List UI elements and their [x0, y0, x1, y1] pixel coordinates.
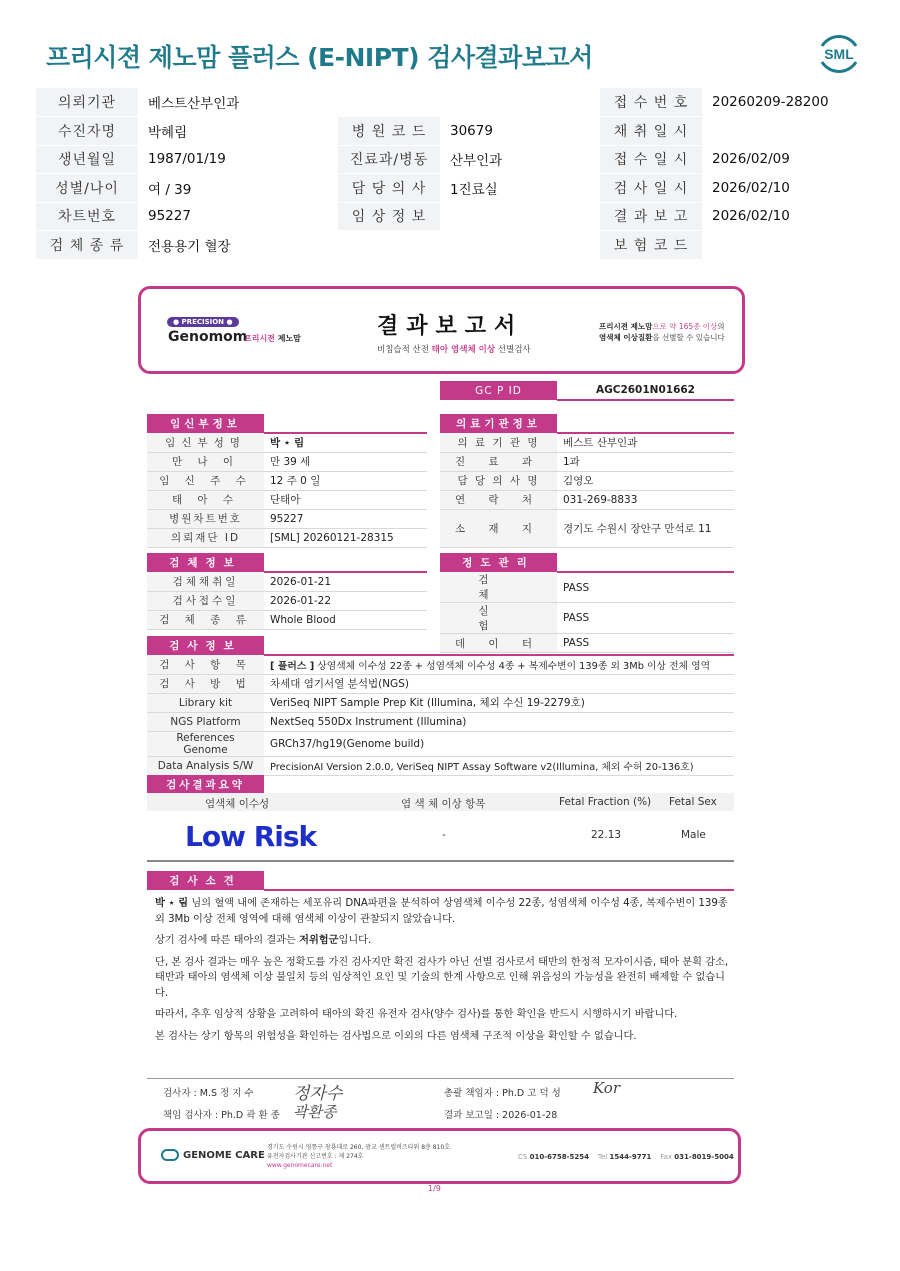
- patient-info-table: [36, 88, 864, 260]
- specimen-key: 검사접수일: [147, 591, 264, 610]
- pregnant-key: 의뢰재단 ID: [147, 528, 264, 547]
- qc-value: PASS: [557, 572, 734, 603]
- receipt-date-value: 2026/02/09: [702, 145, 864, 174]
- test-info-table: [147, 636, 734, 776]
- pregnant-key: 태 아 수: [147, 490, 264, 509]
- specimen-label: 검 체 종 류: [36, 231, 138, 260]
- sex-age-value: 여 / 39: [138, 174, 338, 203]
- pregnant-value: 만 39 세: [264, 452, 427, 471]
- promo-text: 프리시젼 제노맘으로 약 165종 이상의 염색체 이상질환을 선별할 수 있습니다: [599, 322, 725, 342]
- summary-header-row: [147, 793, 734, 811]
- receipt-no-label: 접 수 번 호: [600, 88, 702, 117]
- gcpid-value: AGC2601N01662: [557, 381, 734, 400]
- test-value: PrecisionAI Version 2.0.0, VeriSeq NIPT Assay Software v2(Illumina, 체외 수허 20-136호): [264, 756, 734, 775]
- footer-box: [138, 1128, 741, 1184]
- insurance-value: [702, 231, 864, 260]
- specimen-value: 2026-01-21: [264, 572, 427, 591]
- test-section-title: 검사정보: [147, 636, 264, 655]
- institution-value: 경기도 수원시 장안구 만석로 11: [557, 509, 734, 547]
- findings-text: 박 ⋆ 림 님의 혈액 내에 존재하는 세포유리 DNA파편을 분석하여 상염색체 이수성 22종, 성염색체 이수성 4종, 복제수변이 139종 외 3Mb 이상 전체 영역에 대해 염색체 이상이 관찰되지 않았습니다. 상기 검사에 따른 태아의 결과는 저위험군입니다. 단, 본 검사 결과는 매우 높은 정확도를 가진 검사지만 확진 검사가 아닌 선별 검사로서 태반의 한정적 모자이시즘, 태아 분획 감소, 태반과 태아의 염색체 이상 불일치 등의 임상적인 요인 및 기술의 한계 사항으로 인해 위음성의 가능성을 완전히 배제할 수 없습니다. 따라서, 추후 임상적 상황을 고려하여 태아의 확진 유전자 검사(양수 검사)를 통한 확인을 반드시 시행하시기 바랍니다. 본 검사는 상기 항목의 위험성을 확인하는 검사법으로 이외의 다른 염색체 구조적 이상을 확인할 수 없습니다.: [155, 898, 729, 1042]
- sex-age-label: 성별/나이: [36, 174, 138, 203]
- receipt-no-value: 20260209-28200: [702, 88, 864, 117]
- signature-area: [147, 1078, 734, 1126]
- report-banner: [138, 286, 745, 374]
- institution-value: 김영오: [557, 471, 734, 490]
- page-number: 1/9: [428, 1184, 441, 1193]
- referral-label: 의뢰기관: [36, 88, 138, 117]
- footer-address: 경기도 수원시 영통구 창룡대로 260, 광교 센트럴비즈타워 8층 810호 유전자검사기관 신고번호 : 제 274호 www.genomecare.net: [267, 1144, 450, 1169]
- brand-kr: 프리시젼 제노맘: [244, 334, 301, 343]
- result-low-risk: Low Risk: [185, 820, 317, 853]
- qc-value: PASS: [557, 603, 734, 634]
- summary-title-table: [147, 775, 734, 795]
- dept-label: 진료과/병동: [338, 145, 440, 174]
- test-item-value: [ 플러스 ] 상염색체 이수성 22종 + 성염색체 이수성 4종 + 복제수변이 139종 외 3Mb 이상 전체 영역: [264, 655, 734, 674]
- institution-key: 소 재 지: [440, 509, 557, 547]
- sml-logo-icon: [816, 32, 862, 76]
- test-key: 검 사 방 법: [147, 674, 264, 693]
- pregnant-key: 만 나 이: [147, 452, 264, 471]
- pregnant-key: 임 신 주 수: [147, 471, 264, 490]
- tester-signature: 정자수: [293, 1084, 343, 1104]
- doctor-value: 1진료실: [440, 174, 600, 203]
- test-value: 차세대 염기서열 분석법(NGS): [264, 674, 734, 693]
- pregnant-value: 95227: [264, 509, 427, 528]
- qc-key: 실 험: [440, 603, 557, 634]
- institution-value: 1과: [557, 452, 734, 471]
- clinical-label: 임 상 정 보: [338, 202, 440, 231]
- patient-label: 수진자명: [36, 117, 138, 146]
- institution-key: 연 락 처: [440, 490, 557, 509]
- doctor-label: 담 당 의 사: [338, 174, 440, 203]
- col-abnormal: 염 색 체 이상 항목: [401, 798, 486, 810]
- logo-text: SML: [824, 46, 854, 62]
- institution-key: 진 료 과: [440, 452, 557, 471]
- receipt-date-label: 접 수 일 시: [600, 145, 702, 174]
- specimen-info-table: [147, 553, 427, 630]
- specimen-value: Whole Blood: [264, 610, 427, 629]
- resp-tester-signature: 곽환종: [293, 1103, 337, 1121]
- test-key: References Genome: [147, 731, 264, 756]
- genome-care-brand: GENOME CARE: [161, 1149, 265, 1161]
- chart-label: 차트번호: [36, 202, 138, 231]
- test-key: Library kit: [147, 693, 264, 712]
- referral-value: 베스트산부인과: [138, 88, 600, 117]
- birth-label: 생년월일: [36, 145, 138, 174]
- fetal-sex-value: Male: [681, 829, 706, 841]
- tester-label: 검사자 : M.S 정 지 수: [163, 1088, 254, 1099]
- specimen-value: 2026-01-22: [264, 591, 427, 610]
- pregnant-value: 박 ⋆ 림: [264, 433, 427, 452]
- specimen-key: 검체채취일: [147, 572, 264, 591]
- test-key: NGS Platform: [147, 712, 264, 731]
- findings-section-title: 검사소견: [147, 871, 264, 890]
- dept-value: 산부인과: [440, 145, 600, 174]
- chart-value: 95227: [138, 202, 338, 231]
- resp-tester-label: 책임 검사자 : Ph.D 곽 환 종: [163, 1110, 280, 1121]
- gcpid-label: GC P ID: [440, 381, 557, 400]
- test-date-value: 2026/02/10: [702, 174, 864, 203]
- collect-date-value: [702, 117, 864, 146]
- specimen-section-title: 검체정보: [147, 553, 264, 572]
- birth-value: 1987/01/19: [138, 145, 338, 174]
- institution-info-table: [440, 414, 734, 548]
- pregnant-info-table: [147, 414, 427, 548]
- findings-title-table: [147, 871, 734, 891]
- qc-key: 검 체: [440, 572, 557, 603]
- pregnant-key: 임신부성명: [147, 433, 264, 452]
- insurance-label: 보 험 코 드: [600, 231, 702, 260]
- col-chrom: 염색체 이수성: [205, 798, 270, 810]
- patient-value: 박혜림: [138, 117, 338, 146]
- report-subheading: 비침습적 산전 태아 염색체 이상 선별검사: [377, 345, 531, 355]
- institution-key: 의 료 기 관 명: [440, 433, 557, 452]
- collect-date-label: 채 취 일 시: [600, 117, 702, 146]
- summary-result-row: [147, 812, 734, 862]
- chief-signature: Kor: [593, 1079, 621, 1097]
- brand-name: Genomom: [168, 329, 248, 345]
- test-value: NextSeq 550Dx Instrument (Illumina): [264, 712, 734, 731]
- gcpid-table: [440, 381, 734, 401]
- institution-key: 담 당 의 사 명: [440, 471, 557, 490]
- report-date-label: 결과 보고일 : 2026-01-28: [444, 1110, 558, 1121]
- precision-badge: ● PRECISION ●: [167, 317, 239, 327]
- fetal-fraction-value: 22.13: [591, 829, 622, 841]
- report-date-value: 2026/02/10: [702, 202, 864, 231]
- qc-key: 데 이 터: [440, 634, 557, 653]
- test-value: GRCh37/hg19(Genome build): [264, 731, 734, 756]
- pregnant-value: 단태아: [264, 490, 427, 509]
- pregnant-value: 12 주 0 일: [264, 471, 427, 490]
- test-value: VeriSeq NIPT Sample Prep Kit (Illumina, 체외 수신 19-2279호): [264, 693, 734, 712]
- test-item-label: 검 사 항 목: [147, 655, 264, 674]
- pregnant-value: [SML] 20260121-28315: [264, 528, 427, 547]
- pregnant-key: 병원차트번호: [147, 509, 264, 528]
- page-title: 프리시젼 제노맘 플러스 (E-NIPT) 검사결과보고서: [46, 43, 593, 72]
- specimen-value: 전용용기 혈장: [138, 231, 600, 260]
- abnormal-value: -: [442, 829, 446, 841]
- specimen-key: 검 체 종 류: [147, 610, 264, 629]
- institution-value: 031-269-8833: [557, 490, 734, 509]
- institution-value: 베스트 산부인과: [557, 433, 734, 452]
- report-date-label: 결 과 보 고: [600, 202, 702, 231]
- report-heading: 결과보고서: [377, 314, 524, 339]
- pregnant-section-title: 임신부정보: [147, 414, 264, 433]
- qc-value: PASS: [557, 634, 734, 653]
- clinical-value: [440, 202, 600, 231]
- chief-label: 총괄 책임자 : Ph.D 고 덕 성: [444, 1088, 561, 1099]
- test-date-label: 검 사 일 시: [600, 174, 702, 203]
- genome-care-icon: [161, 1149, 179, 1161]
- qc-section-title: 정도관리: [440, 553, 557, 572]
- col-fetal-fraction: Fetal Fraction (%): [559, 796, 652, 808]
- col-fetal-sex: Fetal Sex: [669, 796, 717, 808]
- summary-section-title: 검사결과요약: [147, 775, 264, 794]
- footer-contacts: CS 010-6758-5254 Tel 1544-9771 Fax 031-8019-5004: [518, 1153, 734, 1161]
- test-key: Data Analysis S/W: [147, 756, 264, 775]
- footer-url[interactable]: www.genomecare.net: [267, 1162, 333, 1169]
- institution-section-title: 의료기관정보: [440, 414, 557, 433]
- hospital-code-label: 병 원 코 드: [338, 117, 440, 146]
- hospital-code-value: 30679: [440, 117, 600, 146]
